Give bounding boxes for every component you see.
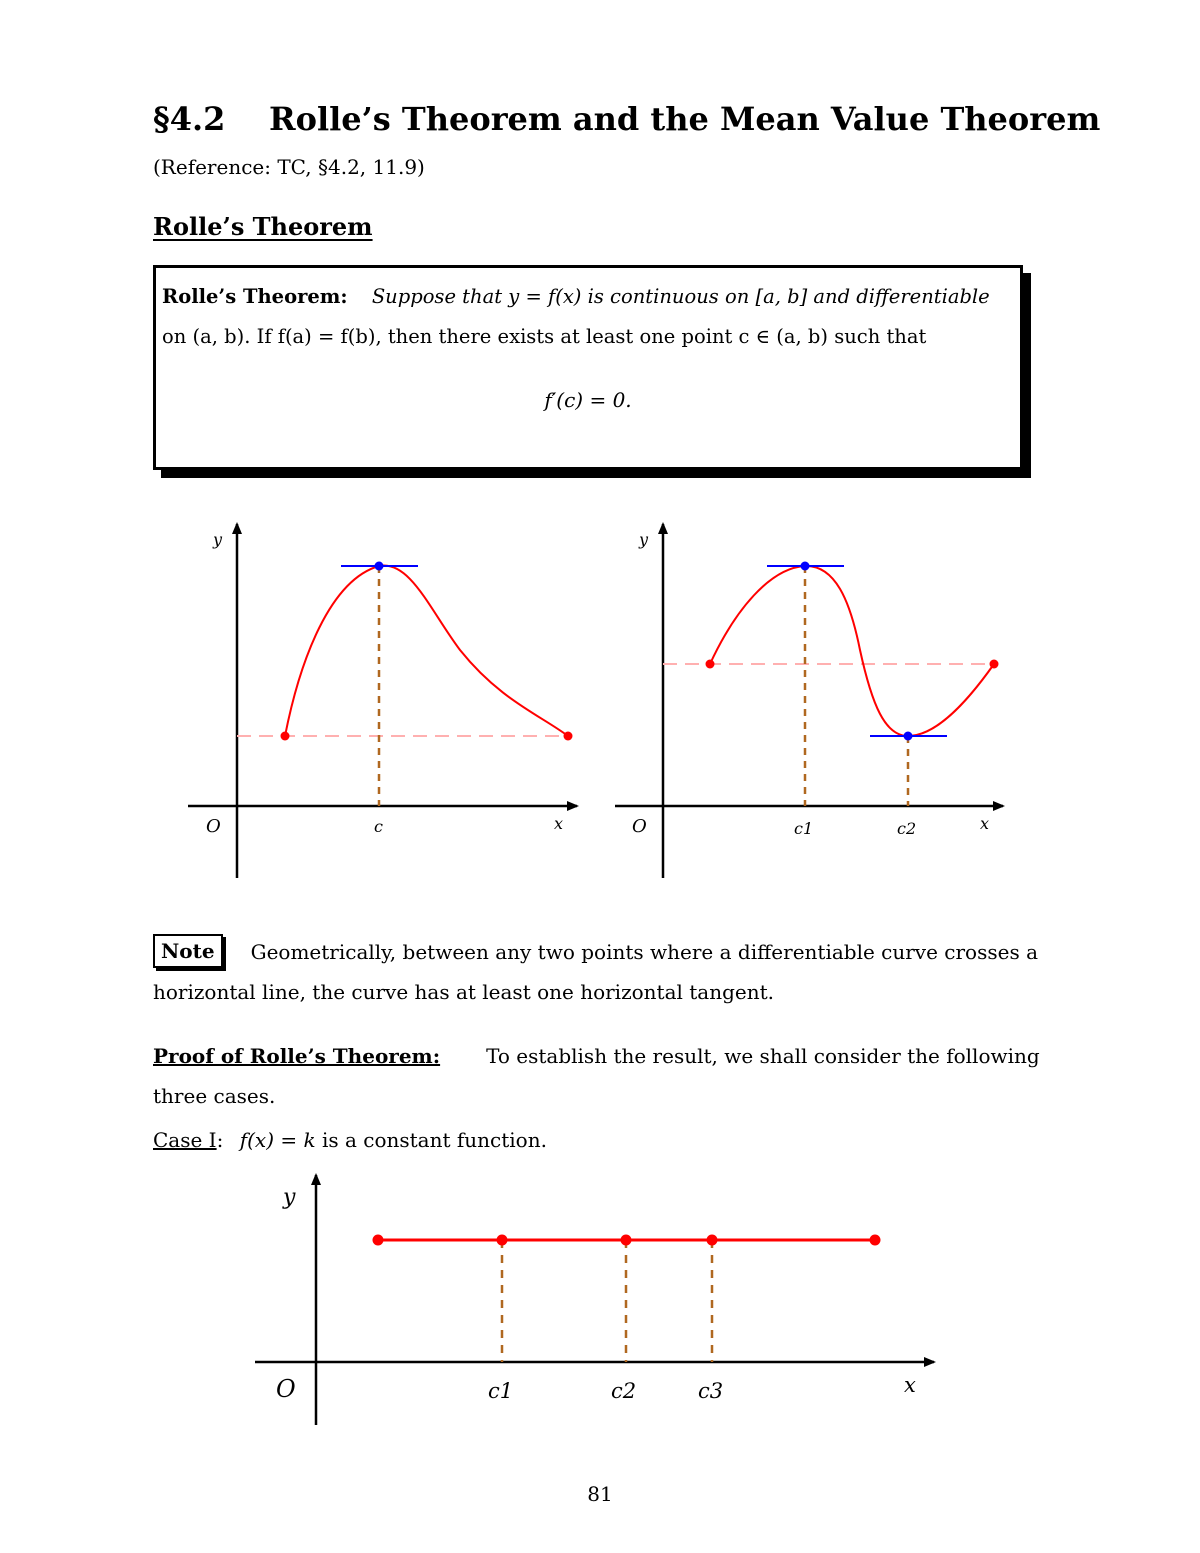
theorem-statement-1: Suppose that y = f(x) is continuous on [a, b] and differentiable — [371, 285, 990, 308]
theorem-label: Rolle’s Theorem: — [162, 285, 348, 308]
fig1-y-label: y — [213, 530, 223, 549]
fig3-c2-label: c2 — [611, 1379, 637, 1403]
page-number: 81 — [587, 1482, 613, 1506]
theorem-statement-2: on (a, b). If f(a) = f(b), then there exists at least one point c ∈ (a, b) such that — [162, 325, 927, 348]
case-1-label: Case I — [153, 1128, 217, 1152]
fig3-point-a — [373, 1235, 384, 1246]
fig2-point-a — [706, 660, 715, 669]
note-text: Geometrically, between any two points where a differentiable curve crosses a horizontal line, the curve has at least one horizontal tangent. — [153, 940, 1039, 1004]
fig2-origin-label: O — [632, 816, 647, 837]
proof-title: Proof of Rolle’s Theorem: — [153, 1044, 441, 1068]
figure-1 — [188, 524, 577, 878]
reference: (Reference: TC, §4.2, 11.9) — [153, 155, 425, 179]
proof-paragraph — [153, 1036, 1045, 1116]
fig1-curve — [285, 566, 568, 736]
case-1-sep: : — [216, 1128, 224, 1152]
fig2-y-label: y — [639, 530, 649, 549]
theorem-equation: f′(c) = 0. — [544, 388, 632, 412]
proof-text: To establish the result, we shall consider the following three cases. — [153, 1044, 1040, 1108]
fig1-origin-label: O — [206, 816, 221, 837]
fig1-point-b — [564, 732, 573, 741]
fig1-c-label: c — [374, 817, 383, 836]
fig2-c1-label: c1 — [794, 819, 814, 838]
fig3-y-label: y — [283, 1185, 296, 1210]
fig1-point-c — [375, 562, 384, 571]
fig3-point-c1 — [497, 1235, 508, 1246]
fig3-point-c3 — [707, 1235, 718, 1246]
case-1-text: is a constant function. — [321, 1128, 547, 1152]
fig1-point-a — [281, 732, 290, 741]
fig3-x-label: x — [904, 1373, 916, 1397]
fig2-point-b — [990, 660, 999, 669]
note-paragraph — [153, 932, 1045, 1012]
fig3-origin-label: O — [276, 1375, 296, 1403]
fig2-c2-label: c2 — [897, 819, 917, 838]
fig3-c3-label: c3 — [698, 1379, 724, 1403]
fig2-point-c2 — [904, 732, 913, 741]
rolles-theorem-heading: Rolle’s Theorem — [153, 212, 373, 241]
fig3-c1-label: c1 — [488, 1379, 514, 1403]
fig2-point-c1 — [801, 562, 810, 571]
figure-3 — [255, 1175, 934, 1425]
case-1-math: f(x) = k — [239, 1128, 316, 1152]
fig3-point-b — [870, 1235, 881, 1246]
fig3-point-c2 — [621, 1235, 632, 1246]
figure-2 — [615, 524, 1003, 878]
case-1 — [153, 1128, 547, 1152]
section-number: §4.2 — [153, 100, 226, 138]
fig2-x-label: x — [980, 814, 990, 833]
fig1-x-label: x — [554, 814, 564, 833]
note-badge: Note — [153, 934, 223, 968]
section-title-text: Rolle’s Theorem and the Mean Value Theorem — [269, 100, 1101, 138]
fig2-curve — [710, 566, 994, 736]
